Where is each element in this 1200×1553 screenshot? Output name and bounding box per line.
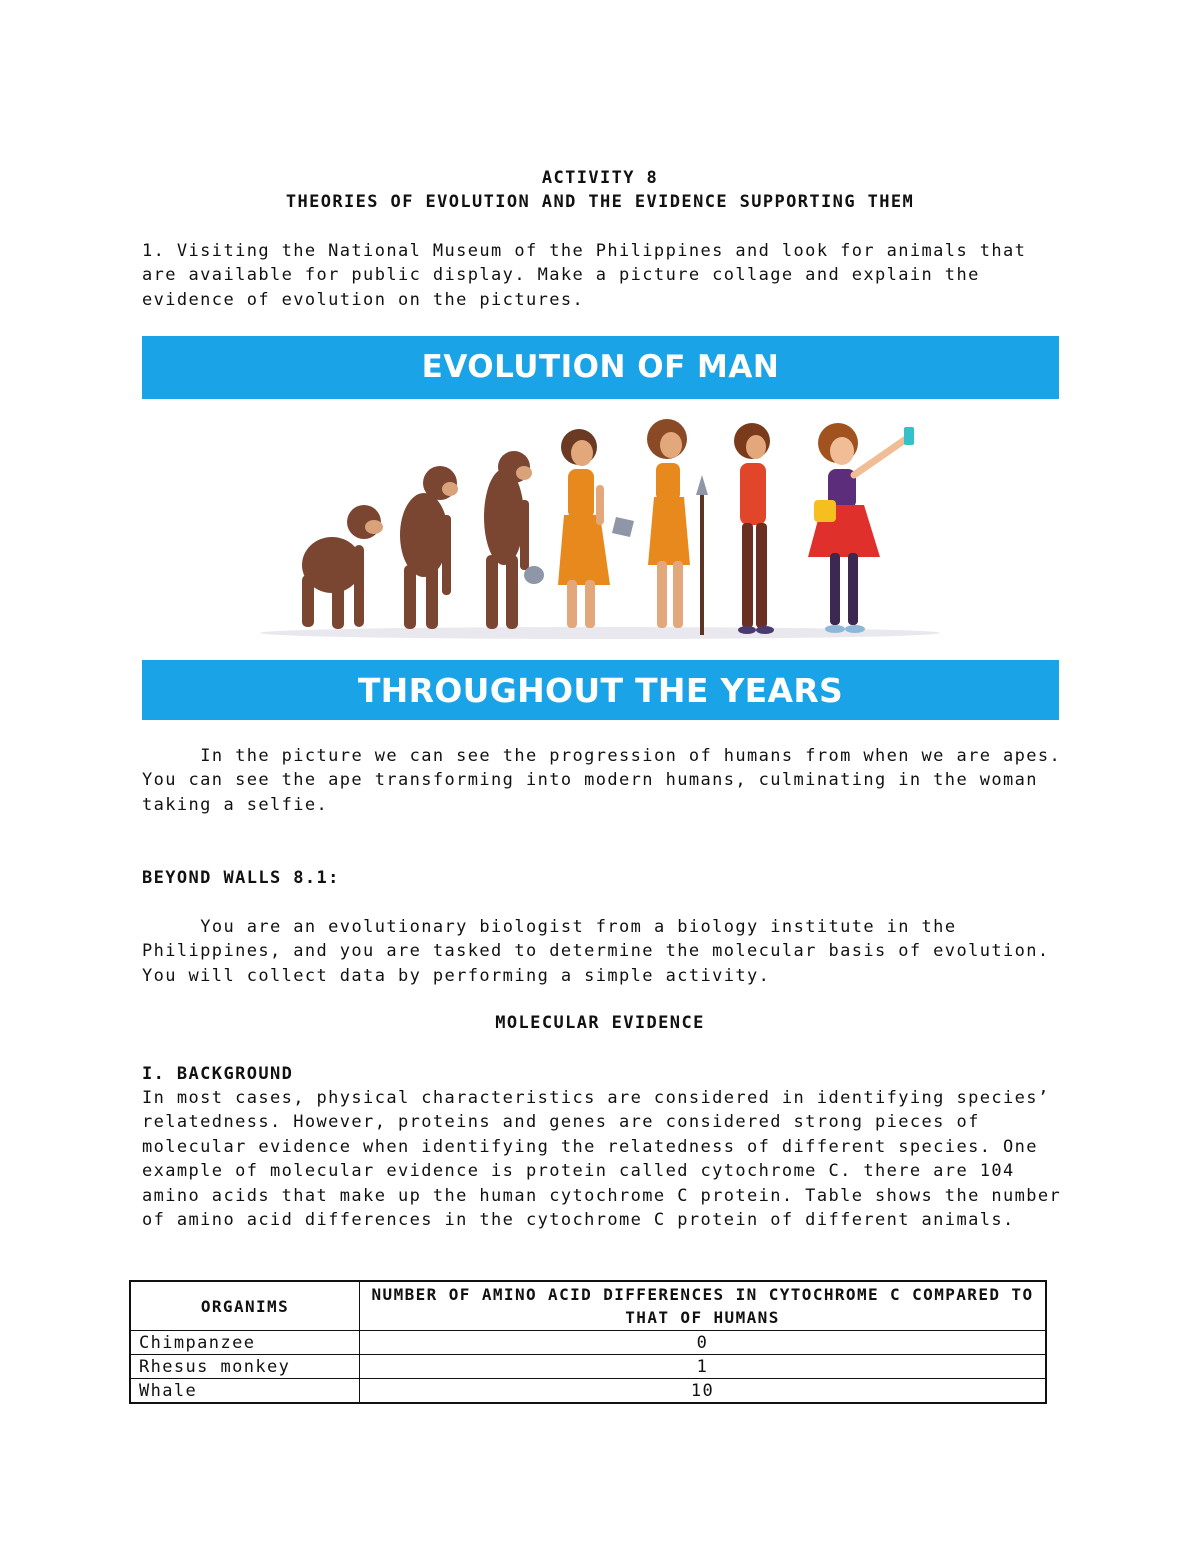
background-text: In most cases, physical characteristics are considered in identifying species’ relatedness. However, proteins and genes are considered strong pieces of molecular evidence when identifying the relatedness of different species. One example of molecular evidence is protein called cytochrome C. there are 104 amino acids that make up the human cytochrome C protein. Table shows the number of amino acid differences in the cytochrome C protein of different animals. bbox=[142, 1088, 1073, 1231]
table-row bbox=[130, 1331, 1046, 1355]
header-organisms: ORGANIMS bbox=[130, 1281, 360, 1331]
beyond-walls-text: You are an evolutionary biologist from a biology institute in the Philippines, and you are tasked to determine the molecular basis of evolution. You will collect data by performing a simple activity. bbox=[142, 917, 1062, 986]
banner-throughout-the-years: THROUGHOUT THE YEARS bbox=[142, 660, 1059, 720]
question-1: 1. Visiting the National Museum of the Philippines and look for animals that are available for public display. Make a picture collage and explain the evidence of evolution on the pictures. bbox=[142, 241, 1038, 310]
organism-cell: Chimpanzee bbox=[130, 1331, 360, 1355]
background-heading: I. BACKGROUND bbox=[142, 1064, 294, 1084]
banner-evolution-of-man: EVOLUTION OF MAN bbox=[142, 336, 1059, 399]
activity-subtitle: THEORIES OF EVOLUTION AND THE EVIDENCE SUPPORTING THEM bbox=[285, 192, 915, 212]
early-human-figure-5 bbox=[647, 419, 708, 635]
selfie-woman-figure-7 bbox=[808, 423, 914, 633]
beyond-walls-heading: BEYOND WALLS 8.1: bbox=[142, 868, 340, 888]
organism-cell: Whale bbox=[130, 1379, 360, 1404]
early-human-figure-4 bbox=[558, 429, 634, 628]
difference-cell: 0 bbox=[360, 1331, 1047, 1355]
evolution-illustration bbox=[142, 405, 1059, 655]
answer-1: In the picture we can see the progression of humans from when we are apes. You can see the ape transforming into modern humans, culminating in the woman taking a selfie. bbox=[142, 746, 1073, 815]
modern-human-figure-6 bbox=[734, 423, 774, 634]
ape-figure-3 bbox=[484, 451, 544, 629]
table-row bbox=[130, 1379, 1046, 1404]
activity-title: ACTIVITY 8 bbox=[541, 168, 659, 188]
ape-figure-2 bbox=[400, 466, 458, 629]
table-row bbox=[130, 1355, 1046, 1379]
table-header-row bbox=[130, 1281, 1046, 1331]
amino-acid-table bbox=[129, 1280, 1047, 1404]
difference-cell: 10 bbox=[360, 1379, 1047, 1404]
molecular-evidence-heading: MOLECULAR EVIDENCE bbox=[495, 1013, 705, 1033]
header-amino-differences: NUMBER OF AMINO ACID DIFFERENCES IN CYTOCHROME C COMPARED TO THAT OF HUMANS bbox=[360, 1281, 1047, 1331]
organism-cell: Rhesus monkey bbox=[130, 1355, 360, 1379]
ape-figure-1 bbox=[302, 505, 383, 629]
difference-cell: 1 bbox=[360, 1355, 1047, 1379]
